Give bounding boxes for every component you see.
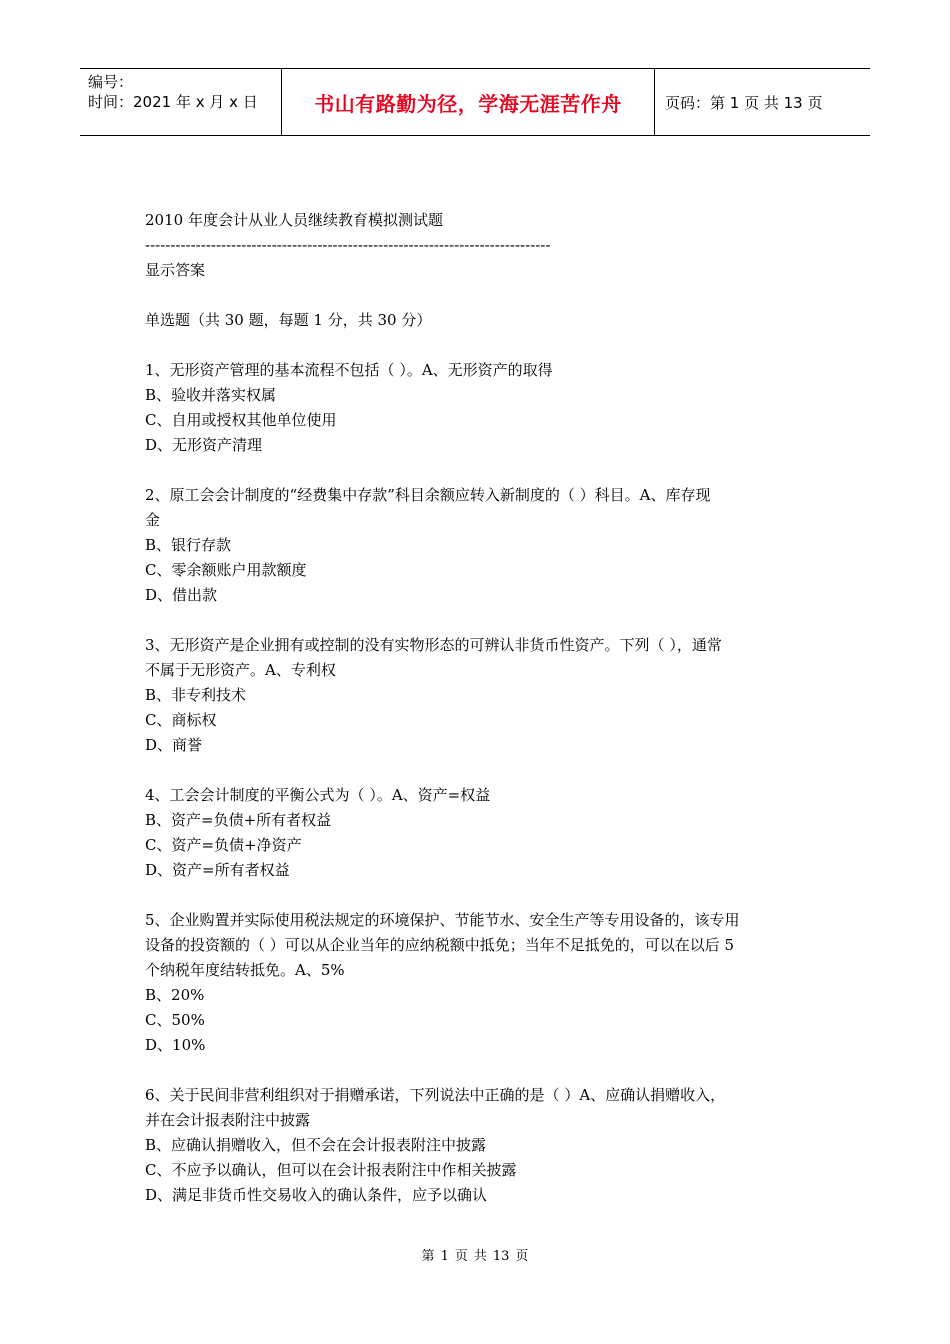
footer-mid2: 共 xyxy=(473,1249,487,1264)
question-line: B、20% xyxy=(145,986,205,1004)
question-text: 6、关于民间非营利组织对于捐赠承诺，下列说法中正确的是（ ）A、应确认捐赠收入， xyxy=(145,1086,726,1104)
question-line: D、借出款 xyxy=(145,586,218,604)
show-answer-link[interactable]: 显示答案 xyxy=(145,261,206,279)
question-list xyxy=(145,358,810,1208)
question-line: B、资产=负债+所有者权益 xyxy=(145,811,332,829)
footer-total-pages: 13 xyxy=(492,1249,510,1264)
question-line: C、资产=负债+净资产 xyxy=(145,836,302,854)
question-line: 设备的投资额的（ ）可以从企业当年的应纳税额中抵免；当年不足抵免的，可以在以后 5 xyxy=(145,936,735,954)
question-line: C、零余额账户用款额度 xyxy=(145,561,307,579)
question-item xyxy=(145,783,810,883)
question-line: 金 xyxy=(145,511,161,529)
document-body xyxy=(145,208,810,1208)
question-line: 不属于无形资产。A、专利权 xyxy=(145,661,336,679)
question-line: D、商誉 xyxy=(145,736,203,754)
question-line: D、无形资产清理 xyxy=(145,436,263,454)
footer-page-number: 1 xyxy=(440,1249,449,1264)
question-text: 5、企业购置并实际使用税法规定的环境保护、节能节水、安全生产等专用设备的，该专用 xyxy=(145,911,740,929)
section-title: 单选题（共 30 题，每题 1 分，共 30 分） xyxy=(145,311,432,329)
question-line: B、验收并落实权属 xyxy=(145,386,277,404)
question-text: 4、工会会计制度的平衡公式为（ ）。A、资产=权益 xyxy=(145,786,491,804)
question-line: C、自用或授权其他单位使用 xyxy=(145,411,337,429)
header-meta xyxy=(80,69,282,135)
footer-prefix: 第 xyxy=(421,1249,435,1264)
question-item xyxy=(145,908,810,1058)
question-line: C、不应予以确认，但可以在会计报表附注中作相关披露 xyxy=(145,1161,517,1179)
question-line: B、银行存款 xyxy=(145,536,232,554)
footer-suffix: 页 xyxy=(515,1249,529,1264)
doc-title: 2010 年度会计从业人员继续教育模拟测试题 xyxy=(145,211,443,229)
question-text: 2、原工会会计制度的“经费集中存款”科目余额应转入新制度的（ ）科目。A、库存现 xyxy=(145,486,711,504)
question-item xyxy=(145,1083,810,1208)
question-line: B、应确认捐赠收入，但不会在会计报表附注中披露 xyxy=(145,1136,487,1154)
question-line: C、商标权 xyxy=(145,711,217,729)
time-label: 时间：2021 年 x 月 x 日 xyxy=(88,93,258,111)
question-line: 个纳税年度结转抵免。A、5% xyxy=(145,961,345,979)
question-line: D、满足非货币性交易收入的确认条件，应予以确认 xyxy=(145,1186,488,1204)
header-page-info: 页码：第 1 页 共 13 页 xyxy=(665,93,823,112)
document-header xyxy=(80,68,870,136)
question-item xyxy=(145,358,810,458)
question-line: B、非专利技术 xyxy=(145,686,247,704)
question-text: 3、无形资产是企业拥有或控制的没有实物形态的可辨认非货币性资产。下列（ ），通常 xyxy=(145,636,722,654)
number-label: 编号： xyxy=(88,73,134,91)
question-item xyxy=(145,483,810,608)
question-line: 并在会计报表附注中披露 xyxy=(145,1111,311,1129)
question-line: D、10% xyxy=(145,1036,206,1054)
question-item xyxy=(145,633,810,758)
question-line: D、资产=所有者权益 xyxy=(145,861,290,879)
question-line: C、50% xyxy=(145,1011,205,1029)
page-footer xyxy=(0,1245,950,1264)
footer-mid1: 页 xyxy=(454,1249,468,1264)
header-motto: 书山有路勤为径，学海无涯苦作舟 xyxy=(282,69,655,135)
question-text: 1、无形资产管理的基本流程不包括（ ）。A、无形资产的取得 xyxy=(145,361,553,379)
divider-line: -------------------------------------------------------------------------------- xyxy=(145,236,551,254)
